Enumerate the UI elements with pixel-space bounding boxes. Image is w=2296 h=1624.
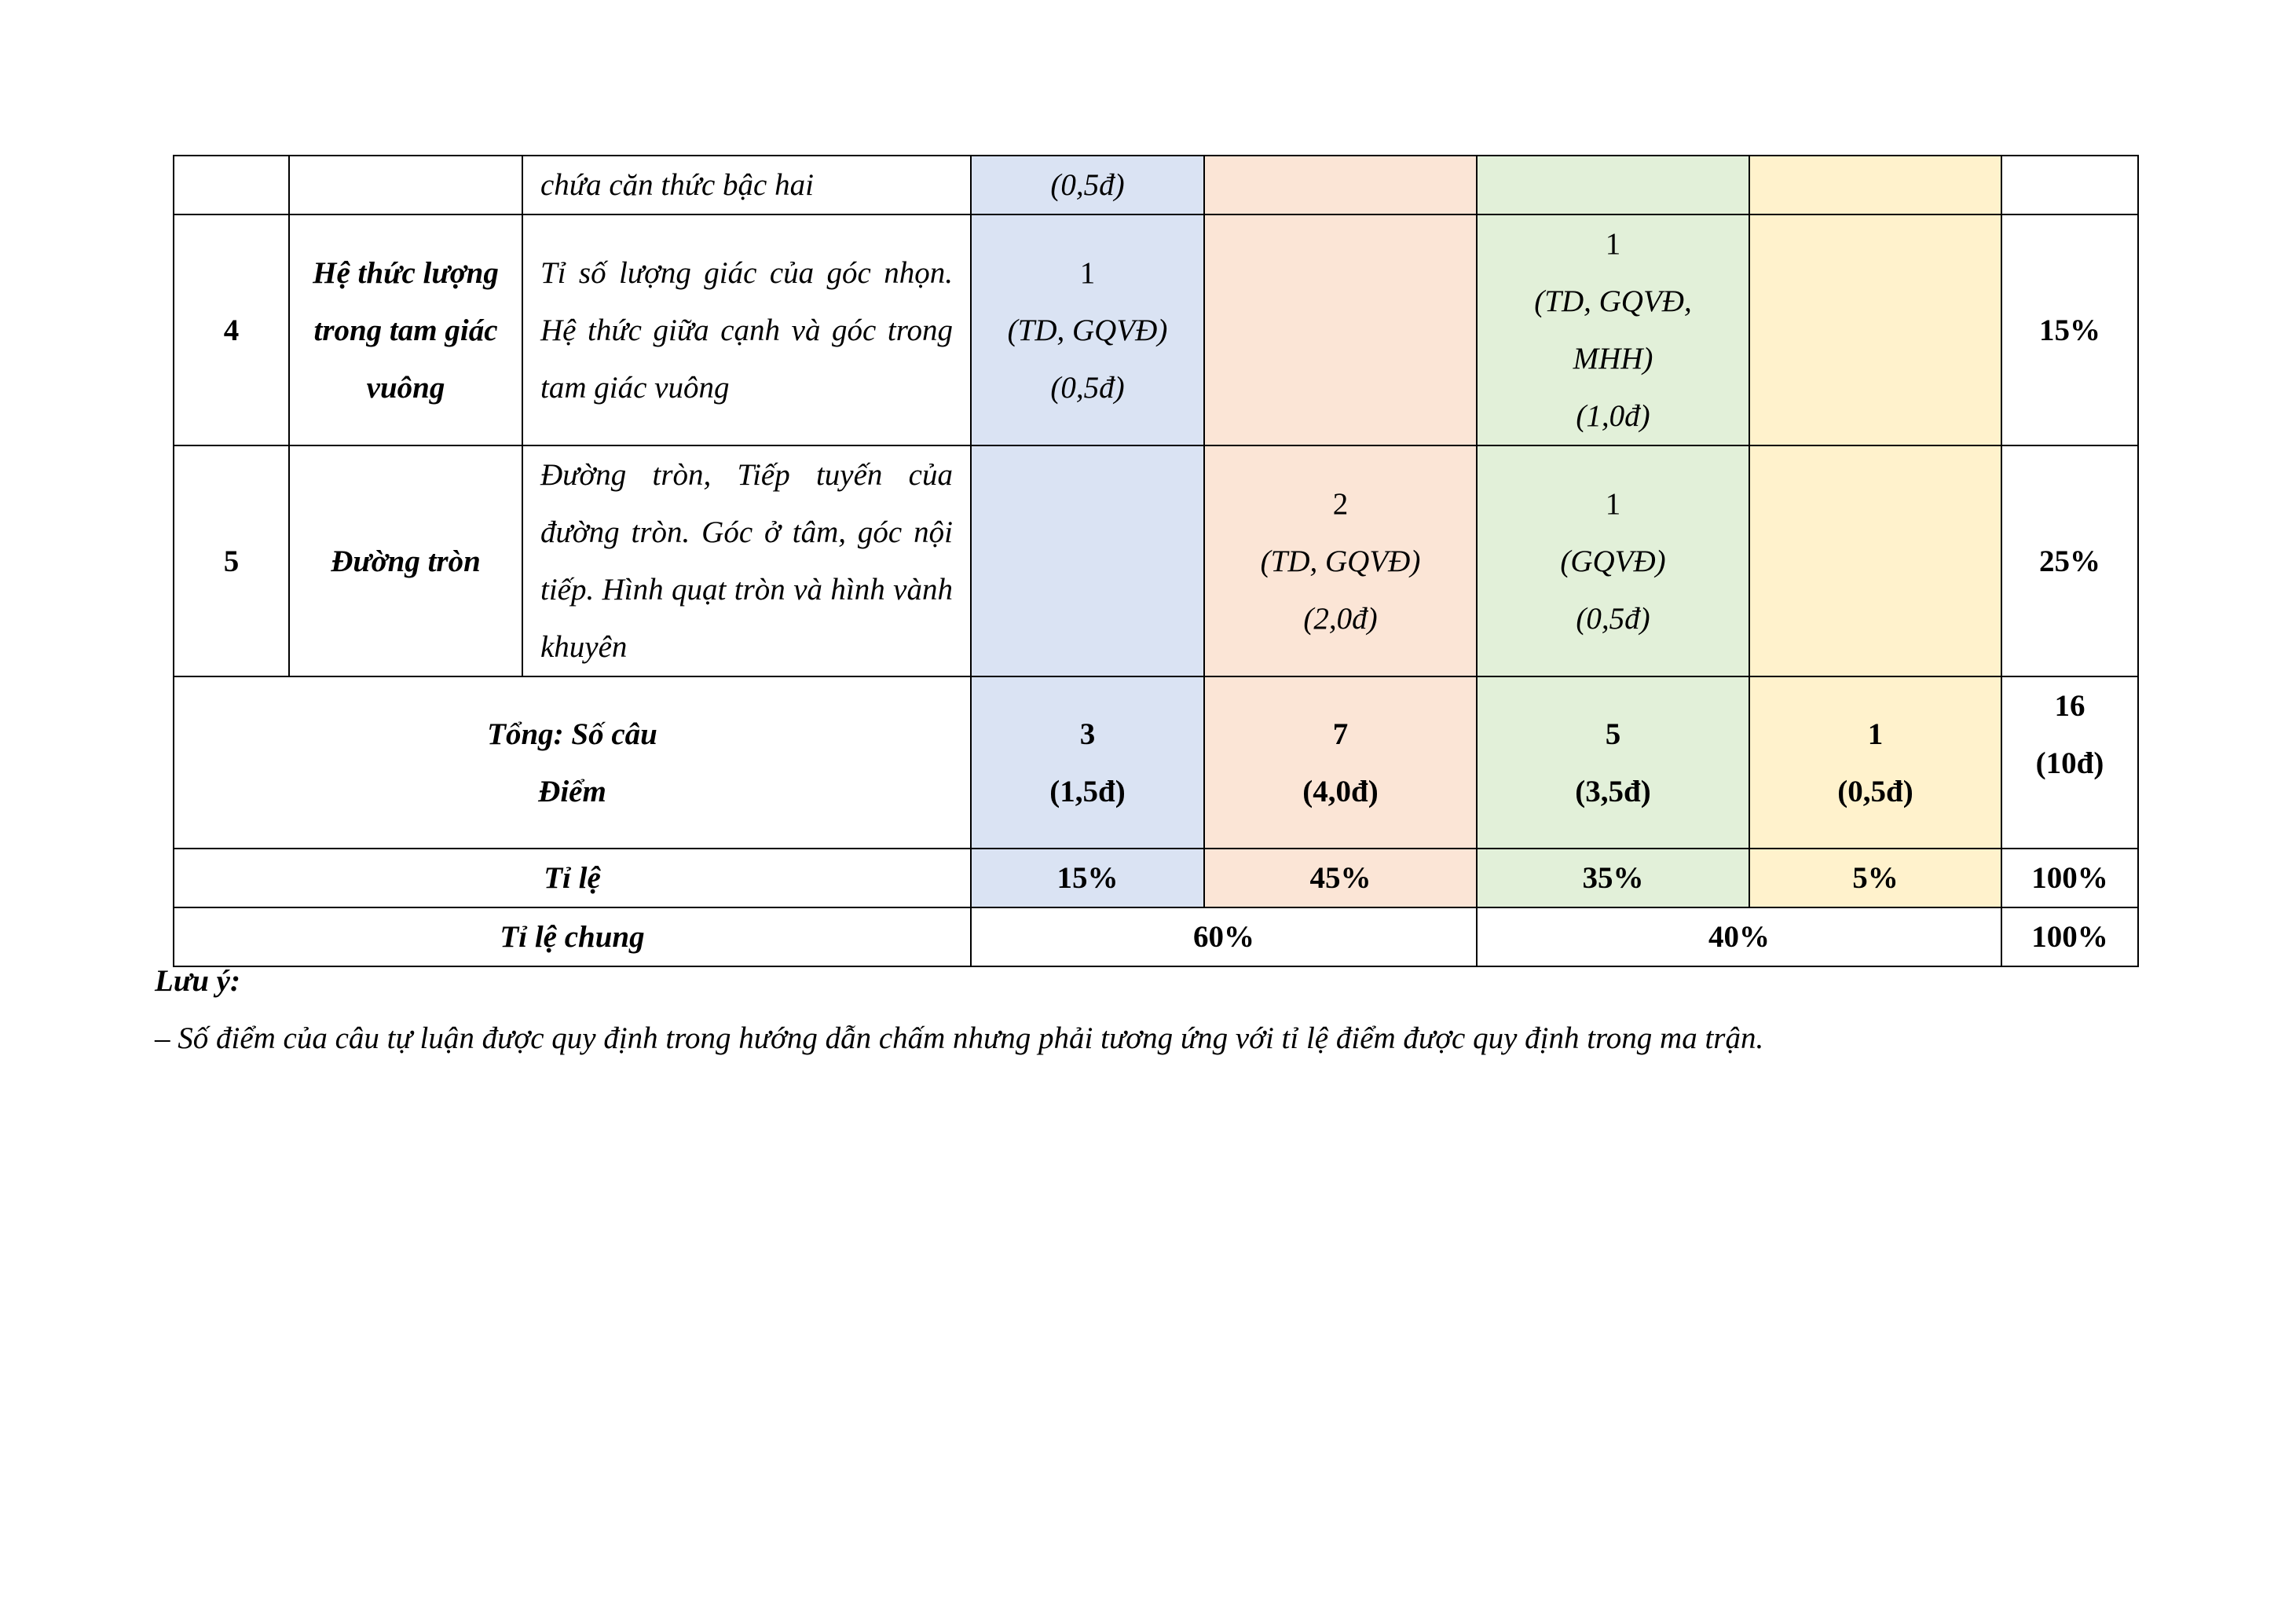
cell-line: 1 (1867, 717, 1884, 751)
cell-line: (GQVĐ) (1560, 544, 1666, 578)
stt-cell: 4 (174, 214, 289, 445)
overall-ratio-group-2-cell: 40% (1477, 907, 2001, 966)
ratio-van-dung-cell: 35% (1477, 849, 1749, 907)
cell-line: 5 (1605, 717, 1621, 751)
thong-hieu-cell (1204, 156, 1477, 214)
cell-line: (2,0đ) (1303, 601, 1378, 636)
overall-ratio-group-1-cell: 60% (971, 907, 1477, 966)
table-row (174, 156, 2138, 214)
stt-cell (174, 156, 289, 214)
ti-le-cell: 15% (2001, 214, 2138, 445)
cell-line: 7 (1332, 717, 1349, 751)
ratio-nhan-biet-cell: 15% (971, 849, 1204, 907)
cell-line: 1 (1079, 255, 1096, 290)
van-dung-cao-cell (1749, 214, 2001, 445)
cell-line: (4,0đ) (1302, 774, 1379, 808)
van-dung-cell (1477, 156, 1749, 214)
ratio-row (174, 849, 2138, 907)
overall-ratio-total-cell: 100% (2001, 907, 2138, 966)
cell-line: 16 (2054, 689, 2085, 723)
cell-line: MHH) (1573, 342, 1653, 376)
ti-le-cell: 25% (2001, 445, 2138, 676)
cell-line: 1 (1605, 486, 1621, 521)
content-cell: Tỉ số lượng giác của góc nhọn. Hệ thức giữa cạnh và góc trong tam giác vuông (522, 214, 971, 445)
assessment-matrix-table (173, 155, 2139, 967)
cell-line: (0,5đ) (1050, 370, 1125, 405)
cell-line: (10đ) (2035, 746, 2104, 780)
ratio-van-dung-cao-cell: 5% (1749, 849, 2001, 907)
note-text: – Số điểm của câu tự luận được quy định trong hướng dẫn chấm nhưng phải tương ứng với tỉ lệ điểm được quy định trong ma trận. (155, 1021, 1764, 1055)
van-dung-cell (1477, 214, 1749, 445)
total-label-line: Điểm (538, 774, 606, 808)
cell-line: (TD, GQVĐ) (1007, 313, 1168, 347)
total-label-line: Tổng: Số câu (487, 717, 657, 751)
cell-line: (1,0đ) (1576, 399, 1650, 433)
ratio-thong-hieu-cell: 45% (1204, 849, 1477, 907)
table-row (174, 214, 2138, 445)
cell-line: 3 (1079, 717, 1096, 751)
ratio-total-cell: 100% (2001, 849, 2138, 907)
thong-hieu-cell (1204, 214, 1477, 445)
ti-le-cell (2001, 156, 2138, 214)
cell-line: (TD, GQVĐ) (1260, 544, 1421, 578)
total-sum-cell (2001, 676, 2138, 849)
cell-line: (3,5đ) (1575, 774, 1651, 808)
ratio-label-cell: Tỉ lệ (174, 849, 971, 907)
total-thong-hieu-cell (1204, 676, 1477, 849)
overall-ratio-label-cell: Tỉ lệ chung (174, 907, 971, 966)
van-dung-cao-cell (1749, 156, 2001, 214)
total-van-dung-cao-cell (1749, 676, 2001, 849)
thong-hieu-cell (1204, 445, 1477, 676)
overall-ratio-row (174, 907, 2138, 966)
nhan-biet-cell (971, 156, 1204, 214)
stt-cell: 5 (174, 445, 289, 676)
van-dung-cao-cell (1749, 445, 2001, 676)
total-row (174, 676, 2138, 849)
topic-cell: Hệ thức lượng trong tam giác vuông (289, 214, 522, 445)
van-dung-cell (1477, 445, 1749, 676)
cell-line: 1 (1605, 227, 1621, 261)
cell-line: (0,5đ) (1050, 168, 1125, 202)
total-label-cell (174, 676, 971, 849)
total-van-dung-cell (1477, 676, 1749, 849)
table-row (174, 445, 2138, 676)
content-cell: chứa căn thức bậc hai (522, 156, 971, 214)
cell-line: (0,5đ) (1576, 601, 1650, 636)
nhan-biet-cell (971, 445, 1204, 676)
topic-cell (289, 156, 522, 214)
cell-line: (1,5đ) (1049, 774, 1126, 808)
cell-line: (TD, GQVĐ, (1534, 284, 1692, 318)
cell-line: (0,5đ) (1837, 774, 1913, 808)
note-title: Lưu ý: (155, 964, 240, 998)
cell-line: 2 (1332, 486, 1349, 521)
total-nhan-biet-cell (971, 676, 1204, 849)
nhan-biet-cell (971, 214, 1204, 445)
content-cell: Đường tròn, Tiếp tuyến của đường tròn. Góc ở tâm, góc nội tiếp. Hình quạt tròn và hình vành khuyên (522, 445, 971, 676)
topic-cell: Đường tròn (289, 445, 522, 676)
